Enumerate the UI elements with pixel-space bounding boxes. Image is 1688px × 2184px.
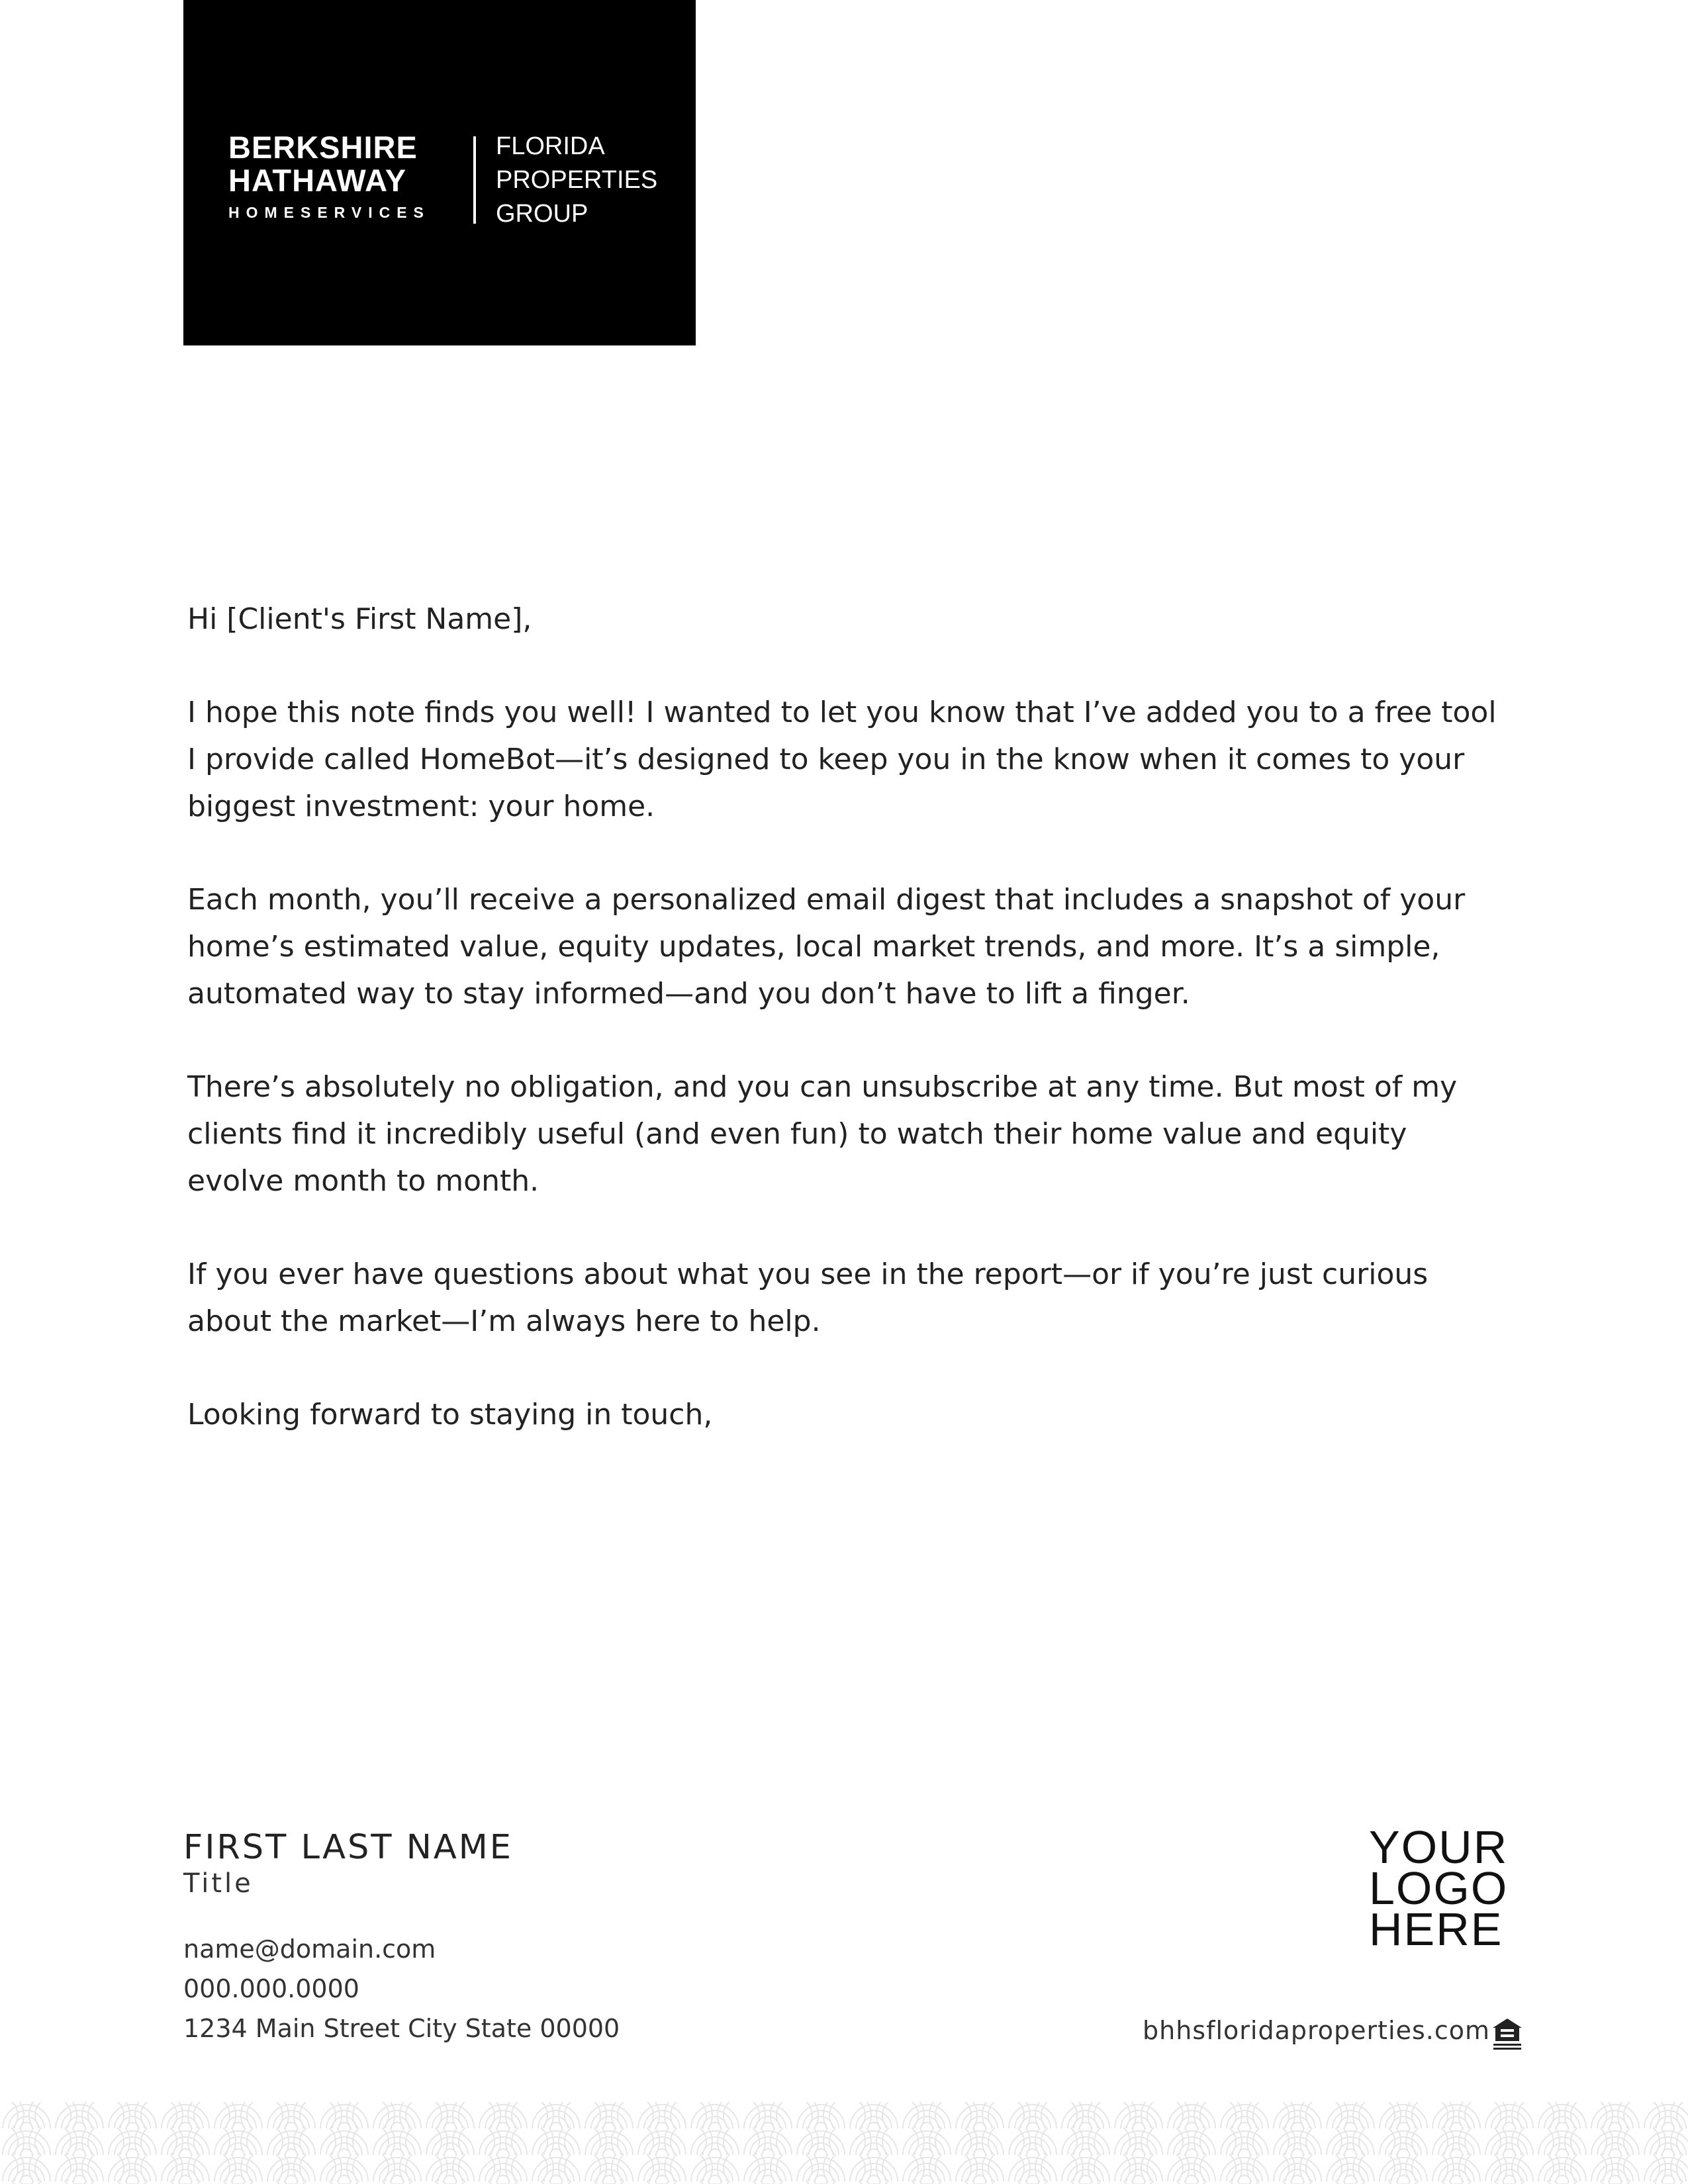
- brand-divider: [473, 136, 476, 224]
- logo-placeholder-line-2: LOGO: [1369, 1862, 1509, 1914]
- letter-body: [187, 596, 1511, 1484]
- brand-logo-wordmark: [228, 131, 449, 222]
- brand-region-line-2: PROPERTIES: [496, 166, 658, 194]
- signature-block: [183, 1828, 513, 1899]
- brand-line-1: BERKSHIRE: [228, 130, 418, 165]
- contact-address: 1234 Main Street City State 00000: [183, 2014, 620, 2043]
- letter-paragraph-4: If you ever have questions about what you see in the report—or if you’re just curious about the market—I’m always here to help.: [187, 1257, 1429, 1338]
- letter-closing: Looking forward to staying in touch,: [187, 1398, 713, 1432]
- brand-line-3: HOMESERVICES: [228, 204, 430, 221]
- letter-paragraph-1: I hope this note finds you well! I wanted to let you know that I’ve added you to a free tool I provide called HomeBot—it’s designed to keep you in the know when it comes to your biggest investment: your home.: [187, 696, 1497, 823]
- letter-paragraph-2: Each month, you’ll receive a personalized email digest that includes a snapshot of your home’s estimated value, equity updates, local market trends, and more. It’s a simple, automated way to stay informed—and you don’t have to lift a finger.: [187, 883, 1466, 1011]
- contact-email: name@domain.com: [183, 1934, 436, 1964]
- contact-phone: 000.000.0000: [183, 1974, 359, 2003]
- contact-details: [183, 1929, 620, 2048]
- brand-region-line-3: GROUP: [496, 200, 588, 228]
- footer-wave-pattern: [0, 2102, 1688, 2184]
- logo-placeholder-line-1: YOUR: [1369, 1821, 1509, 1873]
- letter-paragraph-3: There’s absolutely no obligation, and you can unsubscribe at any time. But most of my clients find it incredibly useful (and even fun) to watch their home value and equity evolve month to month.: [187, 1070, 1458, 1198]
- signature-name: FIRST LAST NAME: [183, 1828, 514, 1867]
- letter-greeting: Hi [Client's First Name],: [187, 602, 532, 636]
- website-link: bhhsfloridaproperties.com: [1143, 2016, 1491, 2045]
- brand-region: [496, 130, 657, 231]
- brand-logo: [183, 0, 696, 345]
- logo-placeholder: [1369, 1821, 1509, 1955]
- equal-housing-opportunity-icon: [1491, 2016, 1524, 2053]
- brand-line-2: HATHAWAY: [228, 163, 407, 198]
- logo-placeholder-line-3: HERE: [1369, 1903, 1503, 1955]
- signature-title: Title: [183, 1868, 254, 1899]
- brand-region-line-1: FLORIDA: [496, 132, 605, 160]
